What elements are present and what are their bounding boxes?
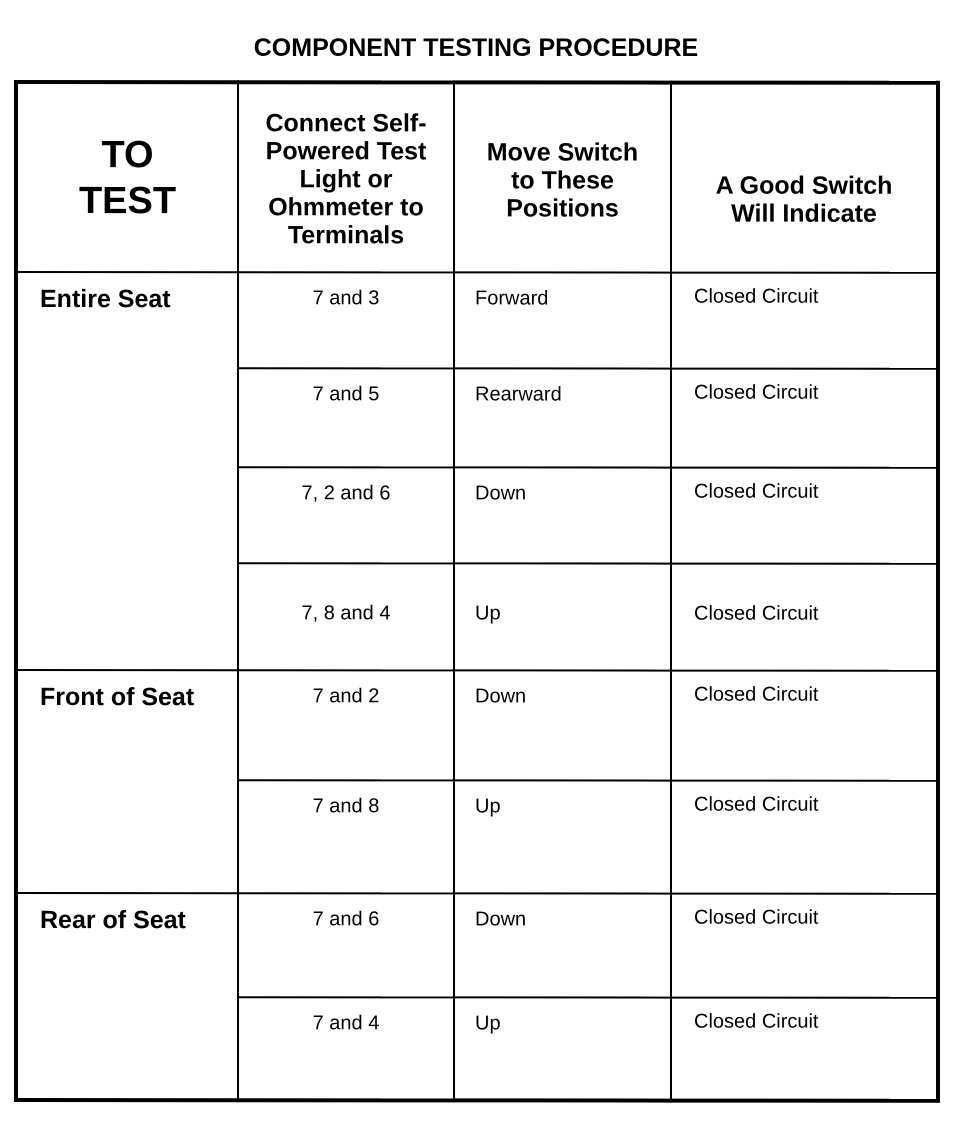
header-connect-line: Connect Self- <box>265 108 427 137</box>
terminals-cell: 7 and 8 <box>238 781 454 894</box>
position-cell: Down <box>454 670 671 781</box>
position-cell: Down <box>454 893 671 998</box>
header-to-test-line: TO <box>101 133 154 176</box>
indication-cell: Closed Circuit <box>671 894 938 999</box>
group-label-front-of-seat: Front of Seat <box>16 670 238 893</box>
terminals-cell: 7, 2 and 6 <box>238 467 454 564</box>
header-good-line: A Good Switch <box>715 171 893 200</box>
header-connect <box>238 82 454 272</box>
header-move-line: to These <box>511 165 614 195</box>
position-cell: Up <box>454 564 671 671</box>
page-title: COMPONENT TESTING PROCEDURE <box>253 34 699 62</box>
indication-cell: Closed Circuit <box>671 781 938 894</box>
position-cell: Rearward <box>454 369 671 468</box>
header-good-switch <box>671 83 938 273</box>
header-to-test <box>16 82 238 272</box>
group-label-entire-seat: Entire Seat <box>16 272 238 670</box>
terminals-cell: 7 and 2 <box>238 670 454 781</box>
header-connect-line: Light or <box>299 164 393 193</box>
position-cell: Down <box>454 467 671 564</box>
indication-cell: Closed Circuit <box>671 564 938 671</box>
terminals-cell: 7, 8 and 4 <box>238 564 454 671</box>
terminals-cell: 7 and 4 <box>238 998 454 1101</box>
header-good-line: Will Indicate <box>731 199 877 228</box>
header-connect-line: Terminals <box>287 220 405 249</box>
indication-cell: Closed Circuit <box>671 369 938 468</box>
group-label-rear-of-seat: Rear of Seat <box>16 893 238 1100</box>
indication-cell: Closed Circuit <box>671 467 938 564</box>
indication-cell: Closed Circuit <box>671 998 938 1101</box>
header-move-line: Positions <box>506 193 619 223</box>
header-move-switch <box>454 82 671 272</box>
indication-cell: Closed Circuit <box>671 670 938 781</box>
header-move-line: Move Switch <box>486 137 639 167</box>
position-cell: Forward <box>454 272 671 369</box>
table-row <box>16 670 938 781</box>
component-testing-table <box>14 80 940 1103</box>
header-to-test-line: TEST <box>78 179 177 222</box>
table-row <box>16 893 938 998</box>
header-connect-line: Ohmmeter to <box>268 192 424 221</box>
terminals-cell: 7 and 6 <box>238 893 454 998</box>
indication-cell: Closed Circuit <box>671 273 938 370</box>
position-cell: Up <box>454 781 671 894</box>
header-connect-line: Powered Test <box>265 136 427 165</box>
position-cell: Up <box>454 998 671 1101</box>
table-row <box>16 272 938 369</box>
terminals-cell: 7 and 3 <box>238 272 454 369</box>
procedure-sheet <box>14 80 936 1103</box>
header-row <box>16 82 938 273</box>
terminals-cell: 7 and 5 <box>238 369 454 468</box>
